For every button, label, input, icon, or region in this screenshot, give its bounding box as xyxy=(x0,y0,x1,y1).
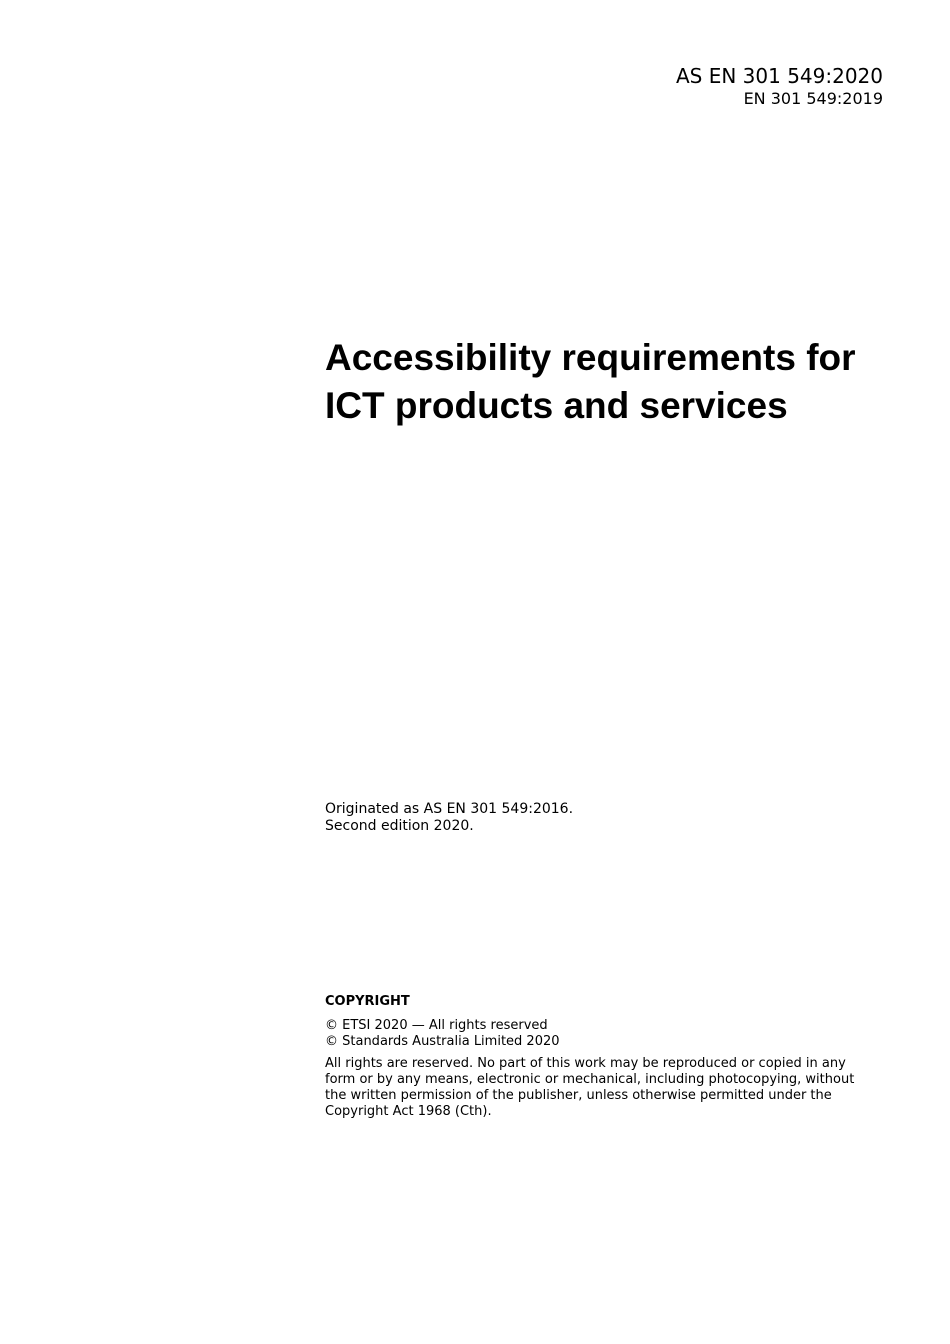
document-title xyxy=(325,334,915,430)
document-title-line-2: ICT products and services xyxy=(325,385,788,426)
edition-info xyxy=(325,801,573,835)
copyright-block xyxy=(325,994,865,1120)
edition-note: Second edition 2020. xyxy=(325,818,474,834)
copyright-standards-australia: © Standards Australia Limited 2020 xyxy=(325,1034,560,1049)
source-standard-number: EN 301 549:2019 xyxy=(743,89,883,108)
copyright-heading: COPYRIGHT xyxy=(325,994,410,1009)
copyright-etsi: © ETSI 2020 — All rights reserved xyxy=(325,1018,548,1033)
document-title-line-1: Accessibility requirements for xyxy=(325,337,856,378)
copyright-notice: All rights are reserved. No part of this work may be reproduced or copied in any form or by any means, electronic or mechanical, including photocopying, without the written permission of the publisher, unless otherwise permitted under the Copyright Act 1968 (Cth). xyxy=(325,1056,855,1119)
standard-number: AS EN 301 549:2020 xyxy=(675,64,883,88)
originated-note: Originated as AS EN 301 549:2016. xyxy=(325,801,574,817)
standard-number-block xyxy=(676,64,883,109)
